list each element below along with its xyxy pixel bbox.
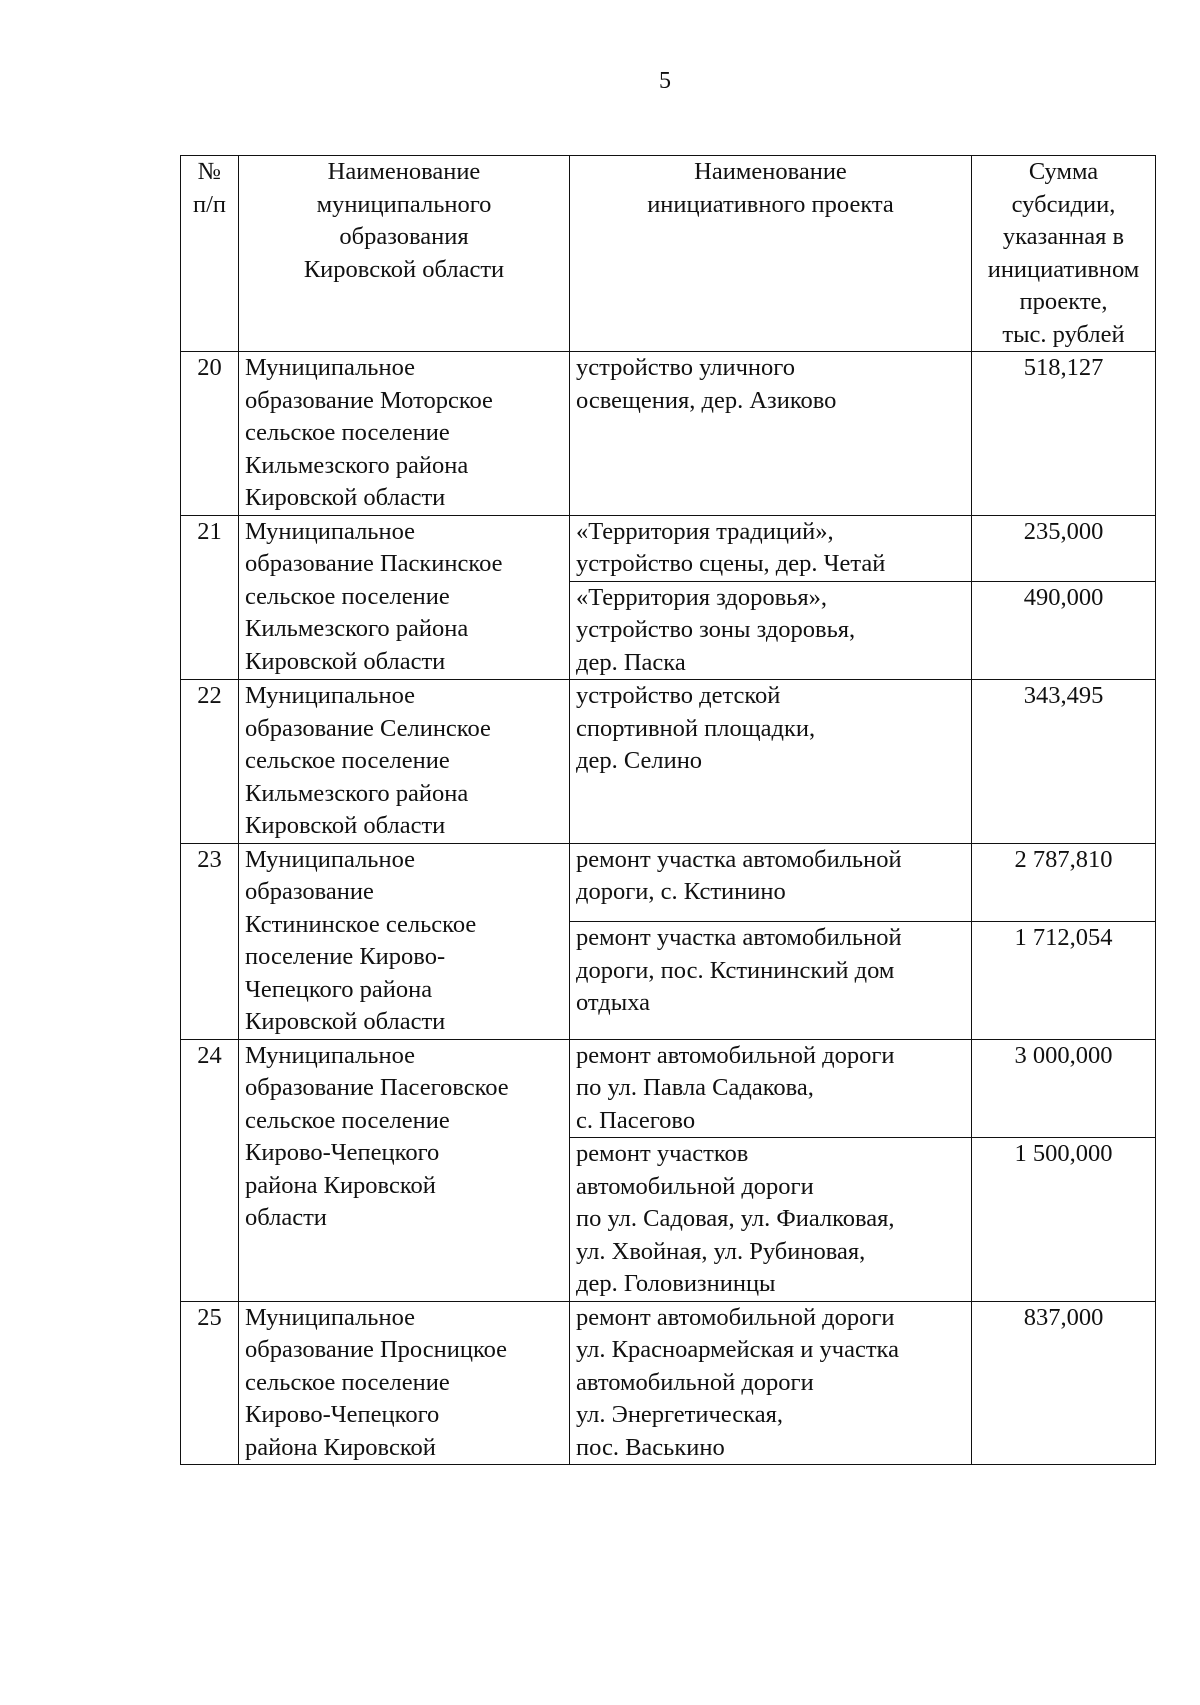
subsidy-amount: 1 712,054 bbox=[972, 922, 1156, 1039]
municipality-name: Муниципальное образование Просницкое сельское поселение Кирово-Чепецкого района Кировской bbox=[239, 1301, 570, 1465]
subsidy-amount: 1 500,000 bbox=[972, 1138, 1156, 1302]
project-name: ремонт участка автомобильной дороги, с. Кстинино bbox=[570, 843, 972, 922]
subsidy-amount: 518,127 bbox=[972, 352, 1156, 516]
table-row bbox=[181, 515, 1156, 581]
row-number: 25 bbox=[181, 1301, 239, 1465]
header-num: № п/п bbox=[181, 156, 239, 352]
row-number: 22 bbox=[181, 680, 239, 844]
table-row bbox=[181, 1301, 1156, 1465]
municipality-name: Муниципальное образование Пасеговское сельское поселение Кирово-Чепецкого района Кировской области bbox=[239, 1039, 570, 1301]
header-municipality: Наименование муниципального образования Кировской области bbox=[239, 156, 570, 352]
table-header-row bbox=[181, 156, 1156, 352]
subsidy-amount: 3 000,000 bbox=[972, 1039, 1156, 1138]
subsidy-amount: 490,000 bbox=[972, 581, 1156, 680]
project-name: «Территория традиций», устройство сцены, дер. Четай bbox=[570, 515, 972, 581]
row-number: 23 bbox=[181, 843, 239, 1039]
table-body bbox=[181, 352, 1156, 1465]
subsidy-amount: 2 787,810 bbox=[972, 843, 1156, 922]
header-project: Наименование инициативного проекта bbox=[570, 156, 972, 352]
project-name: устройство уличного освещения, дер. Азиково bbox=[570, 352, 972, 516]
row-number: 24 bbox=[181, 1039, 239, 1301]
project-name: ремонт автомобильной дороги по ул. Павла Садакова, с. Пасегово bbox=[570, 1039, 972, 1138]
municipality-name: Муниципальное образование Паскинское сельское поселение Кильмезского района Кировской области bbox=[239, 515, 570, 680]
table-row bbox=[181, 352, 1156, 516]
row-number: 20 bbox=[181, 352, 239, 516]
municipality-name: Муниципальное образование Кстининское сельское поселение Кирово- Чепецкого района Кировской области bbox=[239, 843, 570, 1039]
municipality-name: Муниципальное образование Селинское сельское поселение Кильмезского района Кировской области bbox=[239, 680, 570, 844]
table-row bbox=[181, 1039, 1156, 1138]
project-name: ремонт участков автомобильной дороги по ул. Садовая, ул. Фиалковая, ул. Хвойная, ул. Рубиновая, дер. Головизнинцы bbox=[570, 1138, 972, 1302]
subsidy-amount: 235,000 bbox=[972, 515, 1156, 581]
project-name: «Территория здоровья», устройство зоны здоровья, дер. Паска bbox=[570, 581, 972, 680]
project-name: устройство детской спортивной площадки, дер. Селино bbox=[570, 680, 972, 844]
table-row bbox=[181, 843, 1156, 922]
subsidy-amount: 343,495 bbox=[972, 680, 1156, 844]
page-number: 5 bbox=[659, 68, 671, 94]
row-number: 21 bbox=[181, 515, 239, 680]
municipality-name: Муниципальное образование Моторское сельское поселение Кильмезского района Кировской области bbox=[239, 352, 570, 516]
project-name: ремонт автомобильной дороги ул. Красноармейская и участка автомобильной дороги ул. Энергетическая, пос. Васькино bbox=[570, 1301, 972, 1465]
header-sum: Сумма субсидии, указанная в инициативном проекте, тыс. рублей bbox=[972, 156, 1156, 352]
subsidy-table bbox=[180, 155, 1156, 1465]
subsidy-amount: 837,000 bbox=[972, 1301, 1156, 1465]
project-name: ремонт участка автомобильной дороги, пос. Кстининский дом отдыха bbox=[570, 922, 972, 1039]
table-row bbox=[181, 680, 1156, 844]
